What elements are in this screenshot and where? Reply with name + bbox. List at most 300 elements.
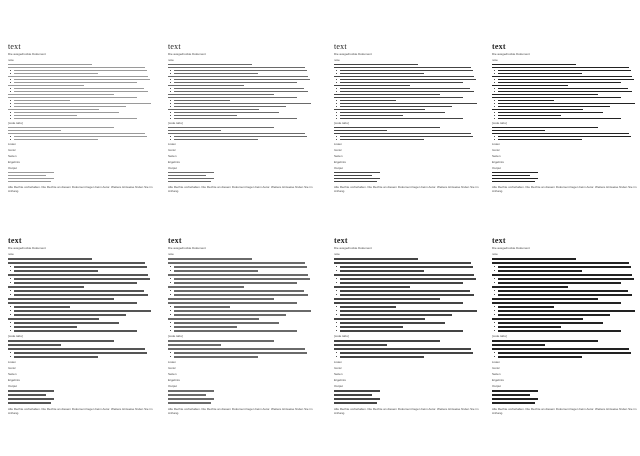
bullet-text-line (14, 118, 137, 119)
section-label: note (168, 58, 174, 62)
page-subtitle: Die ausgedruckte Dokument (334, 246, 372, 250)
text-line (168, 181, 211, 182)
bullet-text-line (498, 356, 582, 358)
section-label: note (492, 58, 498, 62)
page-footer: Alle Rechte vorbehalten. Die Rechte an diesem Dokument liegen beim Autor. Weitere Hinweise finden Sie im Anhang. (168, 407, 313, 415)
section-label: Iconic (334, 366, 342, 370)
bullet-text-line (174, 82, 297, 83)
text-line (492, 340, 598, 342)
text-line (492, 109, 583, 110)
bullet-text-line (174, 326, 237, 328)
text-line (168, 178, 214, 179)
bullet-text-line (340, 352, 473, 354)
section-label: Iconic (492, 366, 500, 370)
text-line (8, 402, 51, 404)
bullet-text-line (340, 100, 396, 101)
page-subtitle: Die ausgedruckte Dokument (334, 52, 372, 56)
bullet-text-line (14, 270, 98, 272)
bullet-text-line (340, 70, 473, 71)
text-line (492, 262, 629, 264)
bullet-text-line (498, 330, 621, 332)
section-label: Listen (8, 360, 17, 364)
document-page (168, 236, 320, 456)
bullet-text-line (340, 294, 474, 296)
text-line (492, 402, 535, 404)
text-line (334, 318, 425, 320)
bullet-text-line (498, 352, 631, 354)
text-line (168, 64, 252, 65)
text-line (334, 64, 418, 65)
bullet-text-line (174, 352, 307, 354)
section-label: Seiten (334, 372, 343, 376)
section-label: Output (8, 166, 18, 170)
bullet-text-line (14, 82, 137, 83)
section-label: Listen (492, 142, 501, 146)
bullet-text-line (174, 91, 308, 92)
bullet-text-line (498, 326, 561, 328)
text-line (8, 76, 148, 77)
bullet-text-line (14, 73, 98, 74)
bullet-text-line (14, 282, 137, 284)
text-line (8, 172, 54, 173)
text-line (8, 286, 84, 288)
bullet-text-line (174, 70, 307, 71)
bullet-text-line (14, 136, 147, 137)
page-title: text (334, 42, 347, 51)
bullet-text-line (340, 103, 477, 104)
text-line (8, 262, 145, 264)
text-line (492, 175, 530, 176)
text-line (492, 390, 538, 392)
text-line (492, 348, 629, 350)
text-line (334, 67, 471, 68)
text-line (492, 298, 598, 300)
text-line (334, 178, 380, 179)
bullet-text-line (340, 115, 403, 116)
bullet-text-line (340, 326, 403, 328)
document-page (168, 42, 320, 262)
section-label: note (168, 252, 174, 256)
bullet-text-line (14, 278, 150, 280)
text-line (334, 274, 474, 276)
document-page (334, 42, 486, 262)
text-line (334, 133, 471, 134)
text-line (334, 348, 471, 350)
section-label: note (8, 252, 14, 256)
text-line (168, 172, 214, 173)
section-label: Listen (334, 142, 343, 146)
bullet-text-line (340, 322, 445, 324)
text-line (168, 175, 206, 176)
bullet-text-line (14, 310, 151, 312)
page-subtitle: Die ausgedruckte Dokument (492, 246, 530, 250)
text-line (492, 130, 545, 131)
bullet-text-line (340, 266, 473, 268)
bullet-text-line (498, 118, 621, 119)
bullet-text-line (174, 270, 258, 272)
section-label: Output (492, 166, 502, 170)
bullet-text-line (174, 310, 311, 312)
document-page (334, 236, 486, 456)
bullet-text-line (174, 278, 310, 280)
bullet-text-line (14, 306, 70, 308)
bullet-text-line (174, 314, 286, 316)
bullet-text-line (14, 100, 70, 101)
section-label: [code tabs] (492, 121, 507, 125)
text-line (8, 178, 54, 179)
bullet-text-line (14, 79, 150, 80)
text-line (168, 85, 244, 86)
text-line (168, 109, 259, 110)
page-title: text (334, 236, 348, 245)
text-line (8, 181, 51, 182)
text-line (492, 394, 530, 396)
section-label: [code tabs] (8, 121, 23, 125)
text-line (334, 394, 372, 396)
bullet-text-line (174, 266, 307, 268)
bullet-text-line (174, 322, 279, 324)
bullet-text-line (14, 106, 126, 107)
section-label: Listen (334, 360, 343, 364)
text-line (8, 109, 99, 110)
bullet-text-line (498, 306, 554, 308)
section-label: note (8, 58, 14, 62)
bullet-text-line (498, 278, 634, 280)
bullet-text-line (14, 103, 151, 104)
bullet-text-line (14, 115, 77, 116)
section-label: Listen (492, 360, 501, 364)
text-line (492, 274, 632, 276)
bullet-text-line (498, 106, 610, 107)
section-label: Output (492, 384, 502, 388)
text-line (492, 318, 583, 320)
text-line (168, 402, 211, 404)
bullet-text-line (174, 73, 258, 74)
text-line (168, 262, 305, 264)
text-line (334, 262, 471, 264)
text-line (334, 340, 440, 342)
text-line (334, 286, 410, 288)
bullet-text-line (14, 88, 144, 89)
bullet-text-line (174, 330, 297, 332)
bullet-text-line (498, 136, 631, 137)
page-title: text (168, 236, 182, 245)
section-label: Seiten (8, 154, 17, 158)
text-line (8, 394, 46, 396)
bullet-text-line (498, 266, 631, 268)
bullet-text-line (498, 322, 603, 324)
text-line (8, 133, 145, 134)
bullet-text-line (14, 112, 119, 113)
text-line (492, 302, 621, 304)
text-line (8, 94, 114, 95)
bullet-text-line (340, 79, 476, 80)
text-line (334, 109, 425, 110)
page-footer: Alle Rechte vorbehalten. Die Rechte an diesem Dokument liegen beim Autor. Weitere Hinweise finden Sie im Anhang. (168, 185, 313, 193)
section-label: Ergebnis (334, 160, 346, 164)
text-line (8, 318, 99, 320)
text-line (334, 85, 410, 86)
bullet-text-line (340, 306, 396, 308)
section-label: Seiten (168, 154, 177, 158)
text-line (334, 398, 380, 400)
bullet-text-line (498, 290, 628, 292)
text-line (168, 394, 206, 396)
bullet-text-line (498, 100, 554, 101)
bullet-text-line (14, 322, 119, 324)
text-line (492, 398, 538, 400)
page-subtitle: Die ausgedruckte Dokument (168, 52, 206, 56)
page-title: text (168, 42, 181, 51)
bullet-text-line (14, 326, 77, 328)
text-line (492, 85, 568, 86)
section-label: [code tabs] (168, 121, 183, 125)
section-label: Seiten (334, 154, 343, 158)
text-line (492, 94, 598, 95)
text-line (8, 348, 145, 350)
section-label: [code tabs] (168, 334, 183, 338)
bullet-text-line (498, 82, 621, 83)
text-line (168, 67, 305, 68)
bullet-text-line (174, 112, 279, 113)
text-line (334, 76, 474, 77)
section-label: Listen (168, 360, 177, 364)
bullet-text-line (340, 118, 463, 119)
text-line (334, 97, 463, 98)
text-line (168, 127, 274, 128)
text-line (334, 258, 418, 260)
bullet-text-line (14, 290, 144, 292)
page-subtitle: Die ausgedruckte Dokument (8, 246, 46, 250)
bullet-text-line (14, 330, 137, 332)
text-line (168, 94, 274, 95)
section-label: Iconic (168, 366, 176, 370)
bullet-text-line (174, 88, 304, 89)
bullet-text-line (340, 136, 473, 137)
section-label: Ergebnis (168, 378, 180, 382)
bullet-text-line (340, 91, 474, 92)
section-label: Ergebnis (492, 160, 504, 164)
text-line (168, 302, 297, 304)
bullet-text-line (498, 112, 603, 113)
bullet-text-line (340, 290, 470, 292)
text-line (492, 67, 629, 68)
text-line (492, 64, 576, 65)
text-line (8, 390, 54, 392)
section-label: Seiten (168, 372, 177, 376)
text-line (8, 175, 46, 176)
text-line (8, 340, 114, 342)
bullet-text-line (174, 282, 297, 284)
bullet-text-line (340, 73, 424, 74)
bullet-text-line (14, 294, 148, 296)
text-line (8, 398, 54, 400)
section-label: [code tabs] (334, 121, 349, 125)
section-label: Output (168, 384, 178, 388)
bullet-text-line (340, 139, 424, 140)
bullet-text-line (14, 266, 147, 268)
bullet-text-line (14, 314, 126, 316)
section-label: [code tabs] (334, 334, 349, 338)
text-line (168, 398, 214, 400)
bullet-text-line (498, 294, 632, 296)
text-line (492, 181, 535, 182)
text-line (334, 181, 377, 182)
section-label: Iconic (168, 148, 176, 152)
bullet-text-line (498, 73, 582, 74)
section-label: Output (334, 384, 344, 388)
bullet-text-line (174, 290, 304, 292)
text-line (334, 175, 372, 176)
text-line (492, 258, 576, 260)
document-page (8, 42, 160, 262)
page-footer: Alle Rechte vorbehalten. Die Rechte an diesem Dokument liegen beim Autor. Weitere Hinweise finden Sie im Anhang. (334, 185, 479, 193)
text-line (168, 133, 305, 134)
text-line (8, 97, 137, 98)
document-page (8, 236, 160, 456)
text-line (334, 127, 440, 128)
bullet-text-line (340, 106, 452, 107)
text-line (8, 274, 148, 276)
bullet-text-line (340, 88, 470, 89)
text-line (8, 64, 92, 65)
page-footer: Alle Rechte vorbehalten. Die Rechte an diesem Dokument liegen beim Autor. Weitere Hinweise finden Sie im Anhang. (8, 407, 153, 415)
text-line (492, 97, 621, 98)
text-line (8, 67, 145, 68)
page-footer: Alle Rechte vorbehalten. Die Rechte an diesem Dokument liegen beim Autor. Weitere Hinweise finden Sie im Anhang. (8, 185, 153, 193)
text-line (8, 258, 92, 260)
text-line (168, 258, 252, 260)
text-line (334, 130, 387, 131)
page-subtitle: Die ausgedruckte Dokument (492, 52, 530, 56)
page-subtitle: Die ausgedruckte Dokument (8, 52, 46, 56)
text-line (168, 344, 221, 346)
page-footer: Alle Rechte vorbehalten. Die Rechte an diesem Dokument liegen beim Autor. Weitere Hinweise finden Sie im Anhang. (492, 185, 637, 193)
section-label: Listen (8, 142, 17, 146)
section-label: Ergebnis (334, 378, 346, 382)
text-line (492, 286, 568, 288)
section-label: Ergebnis (8, 160, 20, 164)
section-label: [code tabs] (8, 334, 23, 338)
bullet-text-line (340, 278, 476, 280)
document-page (492, 236, 640, 456)
section-label: Ergebnis (492, 378, 504, 382)
text-line (168, 286, 244, 288)
bullet-text-line (498, 270, 582, 272)
bullet-text-line (174, 118, 297, 119)
bullet-text-line (340, 270, 424, 272)
section-label: [code tabs] (492, 334, 507, 338)
text-line (168, 130, 221, 131)
bullet-text-line (14, 356, 98, 358)
section-label: Listen (168, 142, 177, 146)
bullet-text-line (498, 70, 631, 71)
text-line (168, 390, 214, 392)
bullet-text-line (340, 310, 477, 312)
bullet-text-line (14, 352, 147, 354)
section-label: Iconic (334, 148, 342, 152)
text-line (168, 97, 297, 98)
bullet-text-line (340, 82, 463, 83)
bullet-text-line (14, 91, 148, 92)
text-line (334, 298, 440, 300)
bullet-text-line (174, 306, 230, 308)
document-page (492, 42, 640, 262)
bullet-text-line (340, 314, 452, 316)
text-line (334, 344, 387, 346)
bullet-text-line (498, 310, 635, 312)
bullet-text-line (498, 115, 561, 116)
text-line (8, 344, 61, 346)
bullet-text-line (340, 112, 445, 113)
bullet-text-line (14, 70, 147, 71)
bullet-text-line (340, 282, 463, 284)
page-footer: Alle Rechte vorbehalten. Die Rechte an diesem Dokument liegen beim Autor. Weitere Hinweise finden Sie im Anhang. (334, 407, 479, 415)
section-label: Seiten (492, 372, 501, 376)
text-line (334, 172, 380, 173)
section-label: note (334, 58, 340, 62)
text-line (168, 340, 274, 342)
bullet-text-line (498, 103, 635, 104)
text-line (492, 127, 598, 128)
text-line (8, 85, 84, 86)
bullet-text-line (498, 88, 628, 89)
bullet-text-line (174, 136, 307, 137)
bullet-text-line (498, 314, 610, 316)
page-title: text (8, 42, 21, 51)
section-label: Output (168, 166, 178, 170)
section-label: Ergebnis (168, 160, 180, 164)
bullet-text-line (174, 106, 286, 107)
bullet-text-line (498, 282, 621, 284)
bullet-text-line (498, 91, 632, 92)
section-label: Output (334, 166, 344, 170)
text-line (8, 127, 114, 128)
text-line (492, 76, 632, 77)
section-label: Iconic (8, 366, 16, 370)
bullet-text-line (340, 356, 424, 358)
text-line (168, 318, 259, 320)
section-label: Iconic (8, 148, 16, 152)
text-line (168, 274, 308, 276)
section-label: Ergebnis (8, 378, 20, 382)
text-line (8, 130, 61, 131)
text-line (168, 298, 274, 300)
page-title: text (492, 42, 506, 51)
section-label: note (492, 252, 498, 256)
text-line (492, 172, 538, 173)
bullet-text-line (174, 79, 310, 80)
text-line (492, 344, 545, 346)
page-footer: Alle Rechte vorbehalten. Die Rechte an diesem Dokument liegen beim Autor. Weitere Hinweise finden Sie im Anhang. (492, 407, 637, 415)
section-label: note (334, 252, 340, 256)
page-title: text (8, 236, 22, 245)
text-line (334, 390, 380, 392)
bullet-text-line (174, 356, 258, 358)
text-line (168, 348, 305, 350)
text-line (334, 94, 440, 95)
text-line (8, 298, 114, 300)
text-line (492, 133, 629, 134)
bullet-text-line (498, 139, 582, 140)
bullet-text-line (340, 330, 463, 332)
bullet-text-line (498, 79, 634, 80)
bullet-text-line (14, 139, 98, 140)
text-line (492, 178, 538, 179)
page-subtitle: Die ausgedruckte Dokument (168, 246, 206, 250)
section-label: Output (8, 384, 18, 388)
text-line (334, 402, 377, 404)
